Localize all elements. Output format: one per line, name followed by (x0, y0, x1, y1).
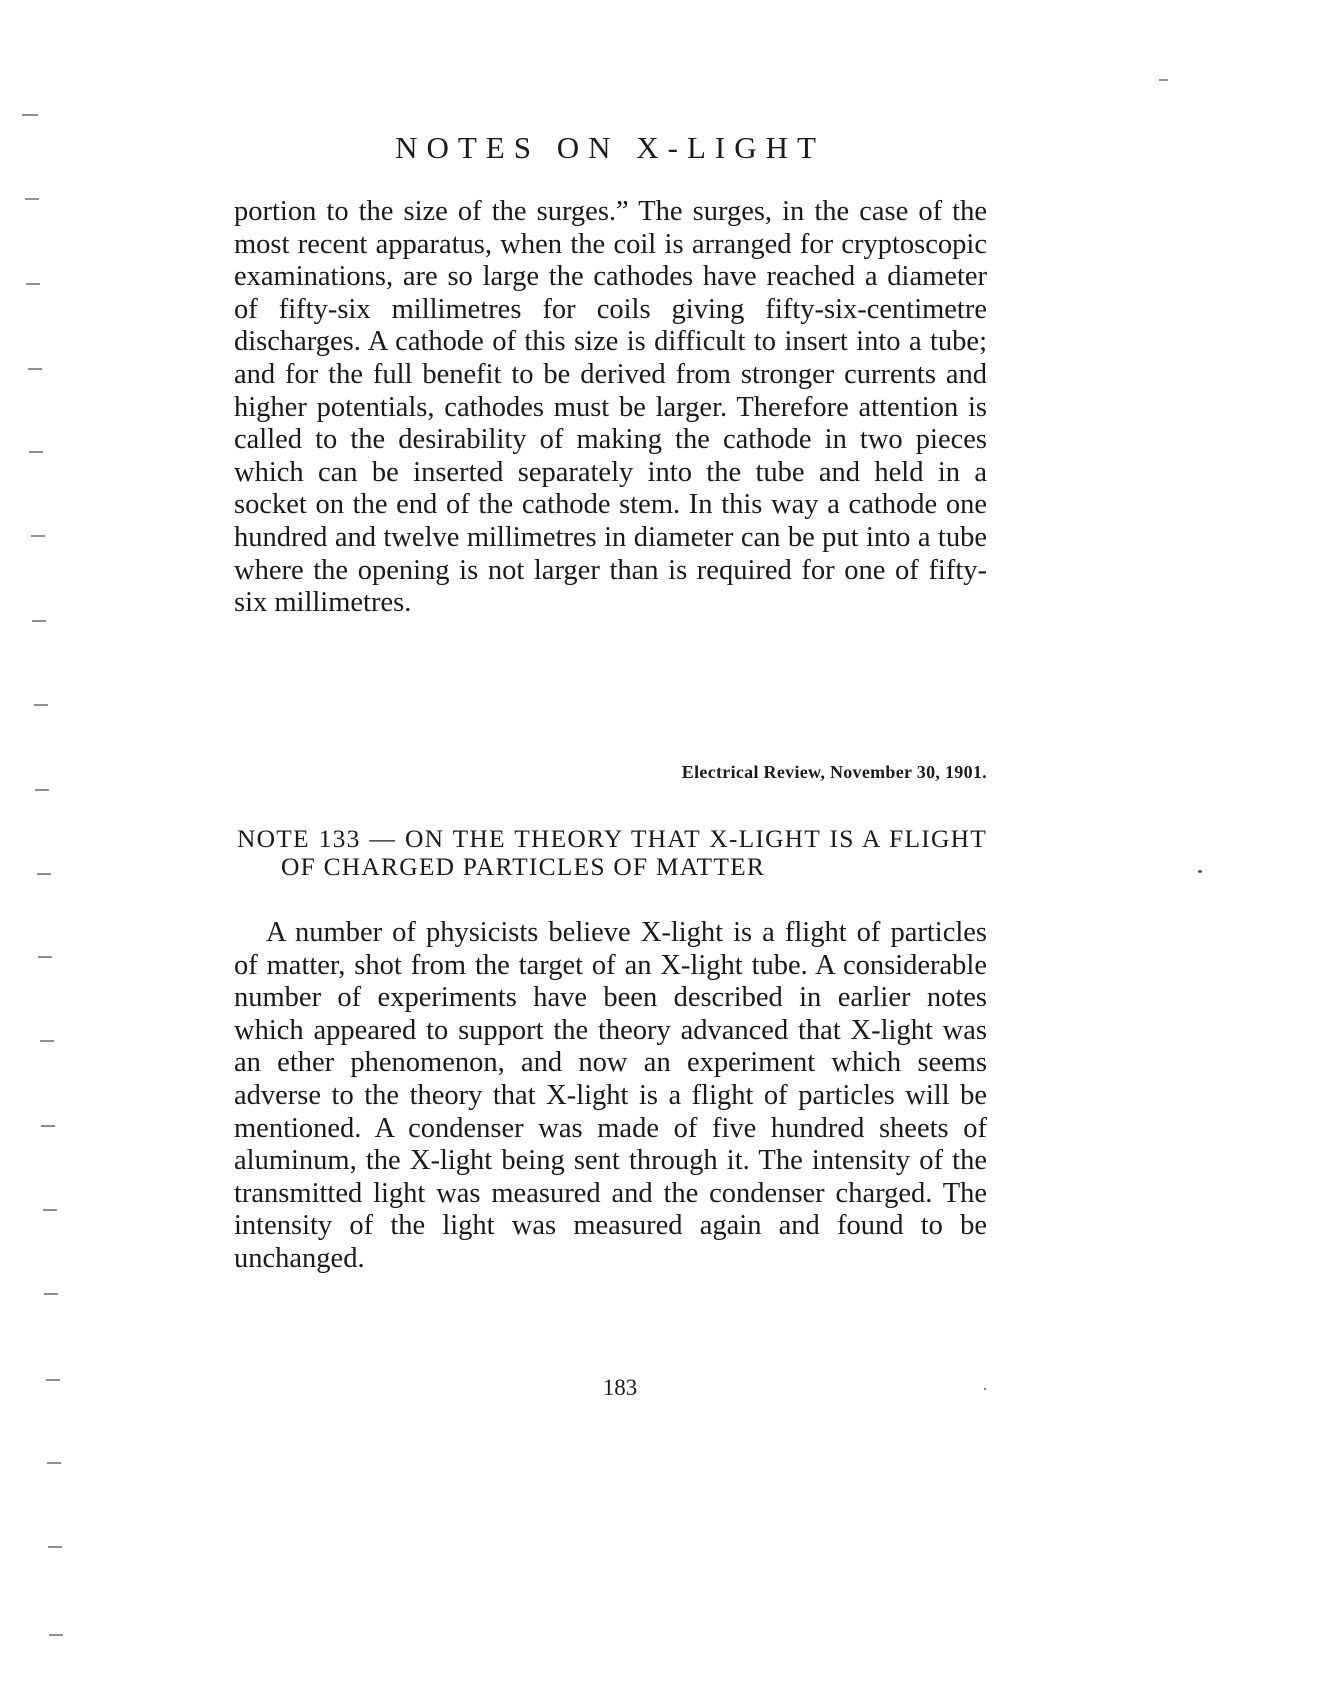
scan-mark (32, 620, 46, 622)
scan-mark (35, 789, 49, 791)
scan-mark (47, 1462, 61, 1464)
scan-mark (43, 1209, 57, 1211)
scan-mark (1159, 79, 1168, 81)
scan-speck (984, 1388, 986, 1390)
scan-mark (41, 1125, 55, 1127)
paragraph-text: portion to the size of the surges.” The surges, in the case of the most recent apparatus, when the coil is arranged for cryptoscopic examinations, are so large the cathodes have reached a diameter of fifty-six millimetres for coils giving fifty-six-centimetre discharges. A cathode of this size is difficult to insert into a tube; and for the full benefit to be derived from stronger currents and higher potentials, cathodes must be larger. Therefore attention is called to the desirability of making the cathode in two pieces which can be inserted separately into the tube and held in a socket on the end of the cathode stem. In this way a cathode one hundred and twelve millimetres in diameter can be put into a tube where the opening is not larger than is required for one of fifty-six millimetres. (234, 196, 987, 619)
scan-mark (28, 368, 42, 370)
running-head: NOTES ON X-LIGHT (395, 130, 825, 165)
scan-mark (48, 1546, 62, 1548)
scan-speck (1198, 870, 1202, 873)
page-number: 183 (602, 1375, 638, 1400)
scan-mark (37, 873, 51, 875)
scan-mark (22, 114, 38, 116)
scan-mark (44, 1293, 58, 1295)
citation: Electrical Review, November 30, 1901. (681, 762, 987, 782)
scan-mark (46, 1379, 60, 1381)
scan-mark (49, 1634, 63, 1636)
scan-mark (40, 1040, 54, 1042)
note-heading: NOTE 133 — ON THE THEORY THAT X-LIGHT IS A FLIGHT OF CHARGED PARTICLES OF MATTER (237, 824, 987, 881)
scan-mark (38, 956, 52, 958)
scan-mark (25, 198, 39, 200)
body-paragraph-1 (234, 196, 987, 620)
body-paragraph-2 (234, 917, 987, 1276)
scan-mark (29, 451, 43, 453)
scan-mark (31, 535, 45, 537)
scan-mark (26, 283, 40, 285)
paragraph-text: A number of physicists believe X-light is a flight of particles of matter, shot from the target of an X-light tube. A considerable number of experiments have been described in earlier notes which appeared to support the theory advanced that X-light was an ether phenomenon, and now an experiment which seems adverse to the theory that X-light is a flight of particles will be mentioned. A condenser was made of five hundred sheets of aluminum, the X-light being sent through it. The intensity of the transmitted light was measured and the condenser charged. The intensity of the light was measured again and found to be unchanged. (234, 917, 987, 1274)
scan-mark (34, 704, 48, 706)
